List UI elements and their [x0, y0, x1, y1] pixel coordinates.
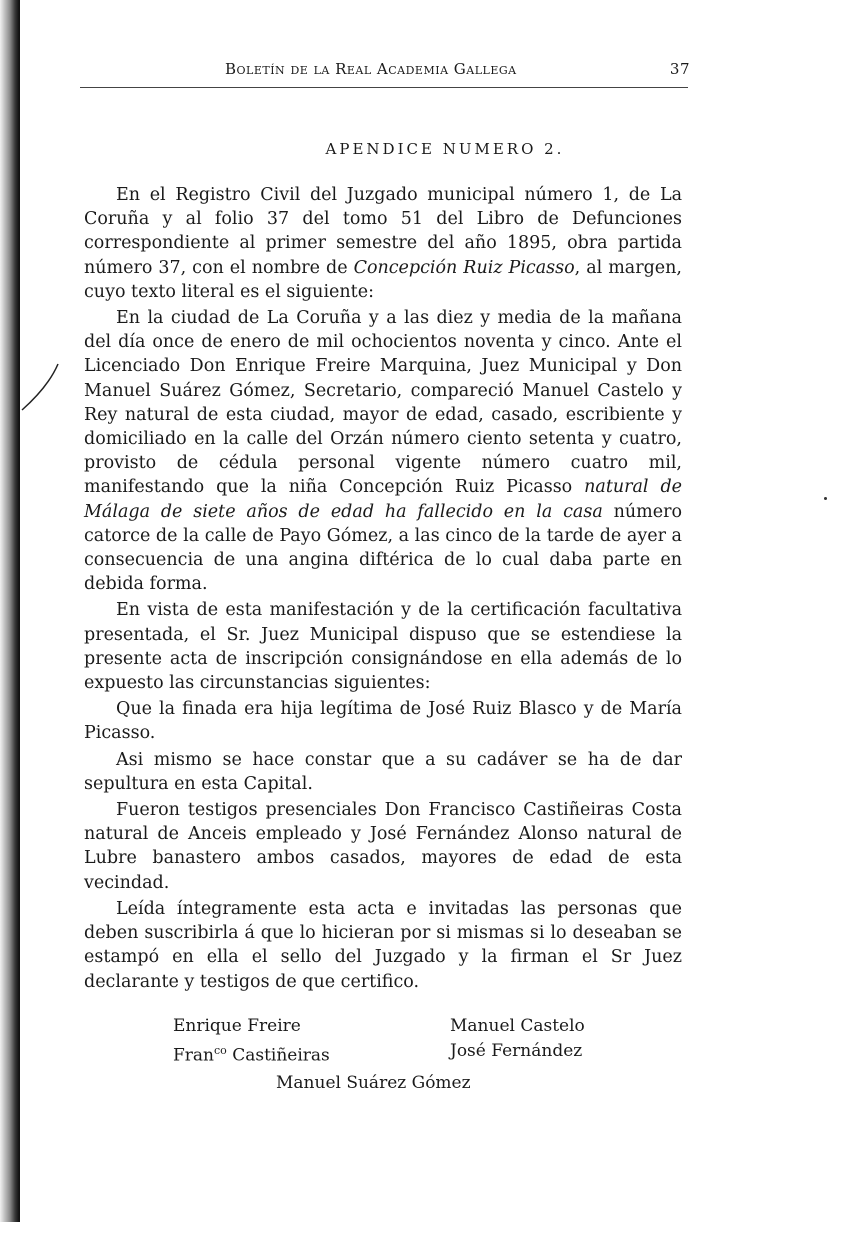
signature-francisco-castineiras: [173, 1039, 330, 1068]
paragraph-4: Asi mismo se hace constar que a su cadáver se ha de dar sepultura en esta Capital.: [84, 749, 682, 794]
paragraph-1: [84, 306, 682, 596]
document-body: [84, 183, 682, 996]
p1-italic: natural de Málaga de siete años de edad ha fallecido en la casa: [84, 477, 682, 522]
running-title: Boletín de la Real Academia Gallega: [225, 60, 517, 78]
page-corner: [0, 1222, 20, 1235]
paragraph-5: Fueron testigos presenciales Don Francisco Castiñeiras Costa natural de Anceis empleado y José Fernández Alonso natural de Lubre banastero ambos casados, mayores de edad de esta vecindad.: [84, 800, 682, 893]
signature-manuel-suarez: Manuel Suárez Gómez: [276, 1073, 471, 1093]
intro-name: Concepción Ruiz Picasso: [353, 257, 575, 278]
margin-pencil-mark: [18, 360, 62, 414]
signature-enrique-freire: Enrique Freire: [173, 1016, 301, 1036]
sig3-rest: Castiñeiras: [226, 1045, 330, 1066]
section-title: APENDICE NUMERO 2.: [325, 140, 565, 158]
intro-paragraph: [84, 183, 682, 304]
paragraph-2: En vista de esta manifestación y de la certificación facultativa presentada, el Sr. Juez Municipal dispuso que se estendiese la presente acta de inscripción consignándose en ella además de lo expuesto las circunstancias siguientes:: [84, 600, 682, 694]
intro-lead: En el Registro Civil del Juzgado municipal número 1, de La Coruña y al folio 37 del tomo 51 del Libro de Defunciones correspondiente al primer semestre del año 1895, obra partida número 37, con el nombre de: [84, 185, 682, 278]
sig3-superscript: co: [214, 1044, 227, 1057]
scan-speck: [824, 497, 827, 500]
page-number: 37: [669, 60, 690, 78]
header-rule: [80, 87, 688, 88]
paragraph-6: Leída íntegramente esta acta e invitadas las personas que deben suscribirla á que lo hicieran por si mismas si lo deseaban se estampó en ella el sello del Juzgado y la firman el Sr Juez declarante y testigos de que certifico.: [84, 898, 682, 992]
book-spine-shadow: [0, 0, 20, 1222]
intro-tail: , al margen, cuyo texto literal es el siguiente:: [84, 257, 682, 302]
sig3-main: Fran: [173, 1045, 215, 1066]
p1-tail: número catorce de la calle de Payo Gómez, a las cinco de la tarde de ayer a consecuencia de una angina diftérica de lo cual daba parte en debida forma.: [84, 501, 682, 595]
page-header: [225, 60, 690, 82]
paragraph-3: Que la finada era hija legítima de José Ruiz Blasco y de María Picasso.: [84, 699, 682, 744]
p1-lead: En la ciudad de La Coruña y a las diez y media de la mañana del día once de enero de mil ochocientos noventa y cinco. Ante el Licenciado Don Enrique Freire Marquina, Juez Municipal y Don Manuel Suárez Gómez, Secretario, compareció Manuel Castelo y Rey natural de esta ciudad, mayor de edad, casado, escribiente y domiciliado en la calle del Orzán número ciento setenta y cuatro, provisto de cédula personal vigente número cuatro mil, manifestando que la niña Concepción Ruiz Picasso: [84, 308, 682, 498]
signature-manuel-castelo: Manuel Castelo: [450, 1016, 585, 1036]
signature-jose-fernandez: José Fernández: [450, 1041, 583, 1061]
